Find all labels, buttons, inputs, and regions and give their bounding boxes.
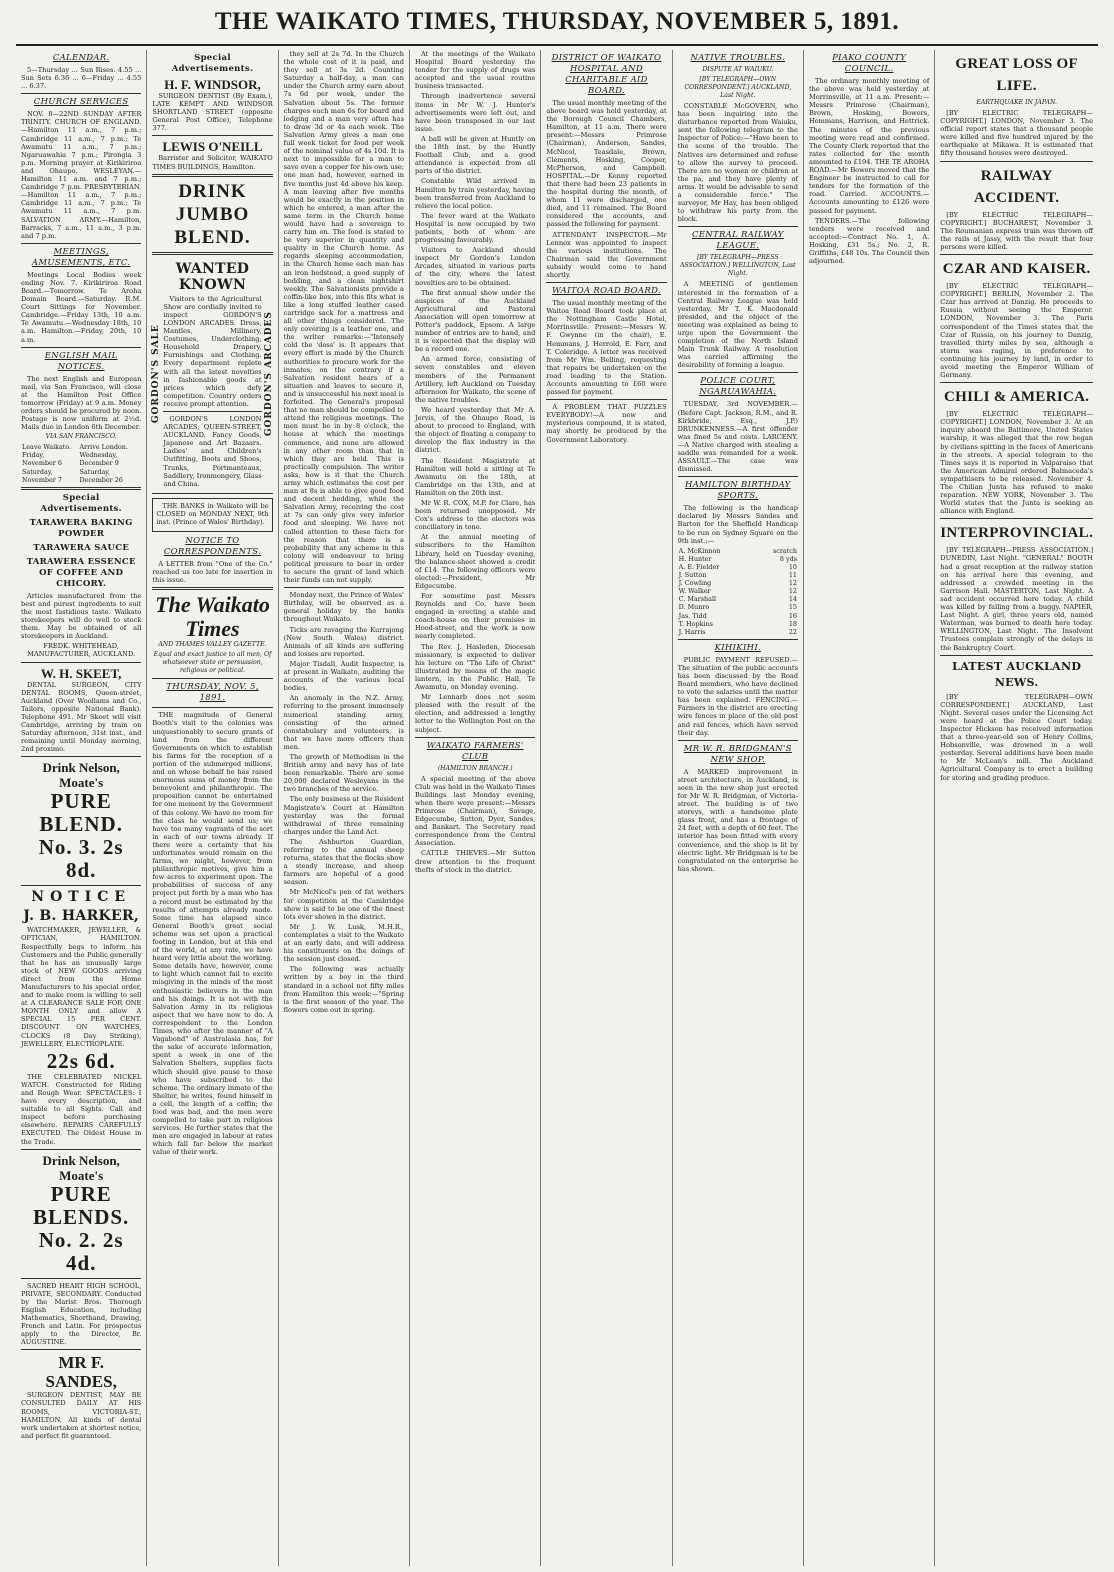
divider — [678, 226, 798, 227]
divider — [940, 161, 1093, 162]
guardian-text: The Ashburton Guardian, referring to the annual sheep returns, states that the flocks show a steady increase, and sheep farmers are hopeful of a good season. — [283, 837, 404, 887]
divider — [21, 243, 141, 244]
annual-show-text: The first annual show under the auspices of the Auckland Agricultural and Pastoral Association will open tomorrow at Potter's paddock, Epsom. A large number of entries are to hand, and it is expected that the display will be a record one. — [414, 288, 536, 354]
table-row — [678, 603, 798, 611]
divider — [678, 476, 798, 477]
hospital-meeting-text: At the meetings of the Waikato Hospital Board yesterday the tender for the supply of drugs was accepted and the usual routine business transacted. — [414, 50, 536, 91]
chili-america-title: CHILI & AMERICA. — [944, 389, 1090, 406]
banks-notice — [152, 498, 272, 532]
problem-text: A PROBLEM THAT PUZZLES EVERYBODY!—A new and mysterious compound, it is stated, may shortly be produced by the Government Laboratory. — [546, 403, 667, 444]
table-row — [678, 563, 798, 571]
column-1 — [16, 50, 147, 1566]
police-court-text: TUESDAY, 3rd NOVEMBER.—(Before Capt. Jackson, R.M., and R. Kirkbride, Esq., J.P.) DRUNKENNESS.—A first offender was fined 5s and costs. LARCENY.—A Native charged with stealing a saddle was remanded for a week. ASSAULT.—The case was dismissed. — [677, 400, 798, 474]
table-row — [678, 547, 798, 555]
divider — [940, 518, 1093, 519]
visitors-text: Visitors to Auckland should inspect Mr Gordon's London Arcades, situated in various parts of the city, where the latest novelties are to be obtained. — [414, 246, 536, 287]
audit-text: Major Tisdall, Audit Inspector, is at present in Waikato, auditing the accounts of the various local bodies. — [283, 659, 404, 693]
divider — [152, 135, 272, 136]
masthead-rule — [16, 44, 1098, 46]
windsor-text: SURGEON DENTIST (By Exam.), LATE KEMPT AND WINDSOR SHORTLAND STREET (opposite General Post Office), Telephone 377. — [152, 92, 273, 133]
hasleden-text: The Rev. J. Hasleden, Diocesan missionary, is expected to deliver his lecture on "The Life of Christ" illustrated by means of the magic lantern, in the Public Hall, Te Awamutu, on Monday evening. — [414, 642, 536, 692]
divider — [21, 885, 141, 886]
runner-handicap: 22 — [788, 627, 797, 636]
correspondents-text: A LETTER from "One of the Co." reached us too late for insertion in this issue. — [152, 560, 273, 585]
native-troubles-text: CONSTABLE McGOVERN, who has been inquiring into the disturbance reported from Waiuku, sent the following telegram to the Inspector of Police:—"Have been to the scene of the trouble. The Natives are determined and refuse to allow the survey to proceed. There are no women or children at the pa, and they have plenty of arms. It would be advisable to send a considerable force." The surveyor, Mr Hay, has been obliged to withdraw his party from the block. — [677, 102, 798, 224]
divider — [152, 493, 272, 494]
divider — [152, 678, 272, 679]
runner-name: J. Cowling — [678, 579, 712, 588]
great-loss-subtitle: EARTHQUAKE IN JAPAN. — [976, 99, 1057, 106]
cattle-thieves-text: CATTLE THIEVES.—Mr Sutton drew attention to the frequent thefts of stock in the district. — [414, 849, 536, 874]
waitoa-road-board-text: The usual monthly meeting of the Waitoa Road Board took place at the Nottingham Castle Hotel, Morrinsville. Present:—Messrs W. F. Gwynne (in the chair), E. Hemmans, J. Herrold, E. Farr, and T. Coleridge. A letter was received from Mr Wm. Belling, requesting that repairs be undertaken on the road leading to the Station. Accounts amounting to £60 were passed for payment. — [546, 299, 667, 397]
gordons-ad-body — [163, 258, 261, 490]
drink-ad-2-line-b: PURE BLENDS. — [33, 1181, 130, 1229]
railway-league-byline: [BY TELEGRAPH—PRESS ASSOCIATION.] WELLINGTON, Last Night. — [679, 254, 796, 278]
police-court-title: POLICE COURT, NGARUAWAHIA. — [699, 376, 777, 398]
church-title: CHURCH SERVICES — [33, 97, 129, 108]
gordons-vertical-left: GORDON'S SALE — [151, 324, 162, 424]
table-row — [678, 587, 798, 595]
hospital-board-text: The usual monthly meeting of the above board was held yesterday, at the Borough Council Chambers, Hamilton, at 11 a.m. There were present:—Messrs Primrose (Chairman), Anderson, Sandes, McNicol, Teasdale, Brown, Clements, Hosking, Cooper, McPherson, and Campbell. HOSPITAL.—Dr Kenny reported that there had been 23 patients in the hospital during the month, of whom 11 were discharged, one died, and 11 remained. The Board considered the accounts, and passed the following for payment. — [546, 99, 667, 229]
runner-name: A. E. Fielder — [678, 562, 720, 571]
price-22s: 22s 6d. — [46, 1048, 116, 1073]
native-troubles-subtitle: DISPUTE AT WAIUKU. — [702, 66, 774, 73]
wanted-known-title: WANTED KNOWN — [175, 260, 250, 293]
mail-text: The next English and European mail, via San Francisco, will close at the Hamilton Post Office tomorrow (Friday) at 9 a.m. Money orders should be procured by noon. Postage is now uniform at 2½d. Mails due in London 6th December. — [21, 374, 142, 432]
divider — [152, 174, 272, 177]
army-text: An anomaly in the N.Z. Army, referring to the present immensely numerical standing army, consisting of the armed constabulary and volunteers, is that we have more officers than men. — [283, 694, 404, 751]
piako-council-title: PIAKO COUNTY COUNCIL. — [832, 53, 907, 74]
sandes-text: SURGEON DENTIST, MAY BE CONSULTED DAILY AT HIS ROOMS, VICTORIA-ST., HAMILTON. All kinds of dental work undertaken at shortest notice, and perfect fit guaranteed. — [21, 1391, 142, 1440]
editorial-date: THURSDAY, NOV. 5, 1891. — [166, 682, 259, 704]
divider — [678, 372, 798, 373]
heard-text: We heard yesterday that Mr A. Jervis, of the Ohaupo Road, is about to proceed to England, with the object of floating a company to develop the flax industry in the district. — [414, 405, 536, 455]
inadvertence-text: Through inadvertence several items in Mr W. J. Hunter's advertisements were left out, and have been transposed in our last issue. — [414, 92, 536, 133]
column-3 — [279, 50, 410, 1566]
mail-table — [21, 443, 141, 483]
drink-ad-1-line-a: Drink Nelson, Moate's — [42, 760, 120, 791]
ticks-text: Ticks are ravaging the Kurrajong (New South Wales) district. Animals of all kinds are suffering and losses are reported. — [283, 625, 404, 658]
table-cell: Leave Waikato. — [22, 443, 72, 452]
divider — [21, 1149, 141, 1150]
column-5 — [541, 50, 672, 1566]
drink-ad-2-line-a: Drink Nelson, Moate's — [42, 1152, 120, 1183]
calendar-text: 5—Thursday ... Sun Rises. 4.55 ... Sun Sets 6.36 ... 6—Friday ... 4.55 ... 6.37. — [21, 66, 142, 91]
divider — [284, 587, 404, 588]
divider — [21, 1278, 141, 1279]
runner-name: H. Hunter — [678, 554, 712, 563]
whitehead-name: FREDK. WHITEHEAD, MANUFACTURER, AUCKLAND. — [27, 642, 136, 659]
harker-text-2: THE CELEBRATED NICKEL WATCH. Constructed for Riding and Rough Wear. SPECTACLES: I have every description, and suitable to all Sights. Call and inspect before purchasing elsewhere. REPAIRS CAREFULLY EXECUTED. The Oldest House in the Trade. — [21, 1072, 142, 1146]
library-meeting-text: At the annual meeting of subscribers to the Hamilton Library, held on Tuesday evening, the balance-sheet showed a credit of £14. The following officers were elected:—President, Mr Edgecumbe. — [414, 533, 536, 590]
harker-name: J. B. HARKER, — [23, 908, 140, 925]
skeet-name: W. H. SKEET, — [40, 665, 122, 681]
railway-accident-text: [BY ELECTRIC TELEGRAPH—COPYRIGHT.] BUCHAREST, November 3. The Roumanian express train was thrown off the rails at Jassy, with the result that four persons were killed. — [940, 210, 1094, 251]
latest-auckland-text: [BY TELEGRAPH—OWN CORRESPONDENT.] AUCKLAND, Last Night. Several cases under the Licensing Act were heard at the Police Court today. Inspector Hickson has received information that a three-year-old son of Henry Collins, Hobsonville, was drowned in a well yesterday. Several additions have been made to Mr McLean's mill. The Auckland Agricultural Company is to erect a building for storing and grading produce. — [940, 692, 1094, 782]
native-troubles-byline: [BY TELEGRAPH—OWN CORRESPONDENT.] AUCKLAND, Last Night. — [684, 76, 792, 99]
railway-league-text: A MEETING of gentlemen interested in the formation of a Central Railway League was held yesterday. Mr T. K. Macdonald presided, and the object of the meeting was explained as being to urge upon the Government the completion of the North Island Main Trunk Railway. A resolution was carried affirming the desirability of forming a league. — [677, 280, 798, 370]
drink-ad-1-line-c: No. 3. 2s 8d. — [38, 835, 124, 883]
arcades-text: GORDON'S LONDON ARCADES, QUEEN-STREET, AUCKLAND. Fancy Goods, Japanese and Art Bazaars. Ladies' and Children's Outfitting, Boots and Shoes, Trunks, Portmanteaux, Saddlery, Ironmongery, Glass and China. — [163, 414, 262, 488]
railway-league-title: CENTRAL RAILWAY LEAGUE. — [691, 230, 784, 252]
armed-force-text: An armed force, consisting of seven constables and eleven members of the Permanent Artillery, left Auckland on Tuesday afternoon for Waikato, the scene of the native troubles. — [414, 355, 536, 404]
correspondents-title: NOTICE TO CORRESPONDENTS. — [163, 536, 262, 558]
wire-text: The following was actually written by a boy in the third standard in a school not fifty miles from Hamilton this week:—"Spring is the first season of the year. The flowers come out in spring. — [283, 965, 404, 1014]
column-6 — [673, 50, 804, 1566]
table-row — [678, 555, 798, 563]
table-row — [678, 595, 798, 603]
runner-handicap: 14 — [788, 595, 797, 604]
tenders-text: TENDERS.—The following tenders were received and accepted:—Contract No. 1, A. Hosking, £31 5s.; No. 2, R. Griffiths, £48 10s. The Council then adjourned. — [808, 216, 930, 266]
drink-ad-1-line-b: PURE BLEND. — [39, 789, 123, 837]
essence-title: TARAWERA ESSENCE OF COFFEE AND CHICORY. — [26, 556, 136, 589]
ball-text: A ball will be given at Huntly on the 18th inst. by the Huntly Football Club, and a good attendance is expected from all parts of the district. — [414, 134, 536, 176]
attendant-inspector-text: ATTENDANT INSPECTOR.—Mr Lennox was appointed to inspect the various institutions. The Chairman said the Government subsidy would come to hand shortly. — [546, 230, 667, 279]
table-cell: Friday, November 6 — [22, 451, 62, 468]
column-7 — [804, 50, 935, 1566]
runner-handicap: 12 — [788, 587, 797, 596]
runner-handicap: 10 — [788, 562, 797, 571]
kihikihi-text: PUBLIC PAYMENT REFUSED.—The situation of the public accounts has been discussed by the Road Board members, who have declined to vote the salaries until the matter has been explained. FENCING.—Farmers in the district are erecting wire fences in place of the old post and rail fences, which have served their day. — [677, 655, 798, 737]
native-troubles-title: NATIVE TROUBLES. — [690, 53, 786, 63]
constable-text: Constable Wild arrived in Hamilton by train yesterday, having been transferred from Auckland to relieve the local police. — [414, 177, 536, 210]
oneill-text: Barrister and Solicitor, WAIKATO TIMES BUILDINGS, Hamilton. — [152, 154, 273, 171]
runner-name: C. Marshall — [678, 595, 717, 604]
divider — [940, 655, 1093, 656]
divider — [21, 487, 141, 490]
mail-title: ENGLISH MAIL NOTICES. — [44, 350, 118, 372]
waitoa-road-board-title: WAITOA ROAD BOARD. — [552, 286, 661, 297]
czar-kaiser-text: [BY ELECTRIC TELEGRAPH—COPYRIGHT.] BERLIN, November 2. The Czar has arrived at Danzig. He proceeds to Russia without seeing the Emperor. LONDON, November 3. The Paris correspondent of the Times states that the Czar of Russia, on his journey to Danzig, travelled thirty miles by sea, although a storm was raging, in preference to continuing his journey by land, in order to avoid meeting the Emperor William of Germany. — [940, 282, 1094, 380]
runner-handicap: scratch — [772, 546, 797, 555]
gordons-ad — [152, 258, 272, 490]
court-text: The only business at the Resident Magistrate's Court at Hamilton yesterday was the formal withdrawal of three remaining charges under the Land Act. — [283, 795, 404, 836]
jumbo-blend-ad: DRINK JUMBO BLEND. — [174, 180, 251, 248]
farmers-club-subtitle: (HAMILTON BRANCH.) — [437, 764, 513, 772]
runner-name: J. Harris — [678, 627, 706, 636]
paper-subtitle: AND THAMES VALLEY GAZETTE. — [158, 641, 267, 649]
table-row — [21, 451, 141, 467]
special-ads-title: Special Advertisements. — [40, 492, 122, 514]
divider — [152, 587, 272, 590]
table-row — [678, 620, 798, 628]
table-row — [678, 579, 798, 587]
table-row — [678, 612, 798, 620]
farmers-club-title: WAIKATO FARMERS' CLUB — [426, 740, 524, 762]
paper-title: The Waikato Times — [155, 592, 270, 642]
table-cell: Wednesday, December 9 — [79, 451, 119, 468]
harker-text: WATCHMAKER, JEWELLER, & OPTICIAN, HAMILTON. Respectfully begs to inform his Customers and the Public generally that he has an unusually large stock of NEW GOODS arriving direct from the Home Manufacturers to his special order, and to make room is willing to sell at A CLEARANCE SALE FOR ONE MONTH ONLY and allow A SPECIAL 15 PER CENT. DISCOUNT ON WATCHES, CLOCKS (8 Day Striking), JEWELLERY, ELECTROPLATE. — [21, 926, 142, 1048]
czar-kaiser-title: CZAR AND KAISER. — [942, 261, 1091, 278]
runner-handicap: 12 — [788, 579, 797, 588]
divider — [152, 252, 272, 255]
divider — [415, 737, 535, 738]
wanted-known-text: Visitors to the Agricultural Show are cordially invited to inspect GORDON'S LONDON ARCADES. Dress, Mantles, Millinery, Costumes, Underclothing, Household Drapery, Furnishings and Clothing. Every department replete with all the latest novelties in fashionable goods at prices which defy competition. Country orders receive prompt attention. — [163, 294, 262, 408]
divider — [21, 756, 141, 757]
divider — [678, 740, 798, 741]
birthday-sports-title: HAMILTON BIRTHDAY SPORTS. — [685, 480, 791, 502]
great-loss-text: [BY ELECTRIC TELEGRAPH—COPYRIGHT.] LONDON, November 3. The official report states that a thousand people were killed and five hundred injured by the earthquake at Mikawa. It is estimated that fifty thousand houses were destroyed. — [940, 109, 1094, 158]
page-columns — [16, 50, 1098, 1566]
great-loss-title: GREAT LOSS OF LIFE. — [955, 56, 1078, 94]
methodism-text: The growth of Methodism in the British army and navy has of late been remarkable. There are some 20,000 declared Wesleyans in the two branches of the service. — [283, 752, 404, 794]
meetings-title: MEETINGS, AMUSEMENTS, ETC. — [31, 246, 131, 268]
column-4 — [410, 50, 541, 1566]
baking-text: Articles manufactured from the best and purest ingredients to suit the most fastidious taste. Waikato storekeepers will do well to stock them. May be obtained of all storekeepers in Auckland. — [21, 591, 142, 641]
divider — [546, 282, 666, 283]
divider — [21, 1349, 141, 1350]
latest-auckland-title: LATEST AUCKLAND NEWS. — [952, 659, 1082, 689]
table-cell: Arrive London. — [79, 443, 128, 452]
clare-text: Mr W. R. COX, M.P. for Clare, has been returned unopposed. Mr Cox's address to the electors was conciliatory in tone. — [414, 498, 536, 532]
editorial-text: THE magnitude of General Booth's visit to the colonies was unquestionably to secure grants of land from the different Governments on which to establish his farms for the reception of a portion of the submerged millions, and on whose behalf he has raised enormous sums of money from the benevolent and philanthropic. The proposition cannot be entertained for one moment by the Government of this colony. We have no room for the class he would send us; we have too many vagrants of the sort in each of our towns already. If there were a certainty that his unfortunates would remain on the farms, we might, however, from philanthropic motives, give him a few acres to experiment upon. The probabilities of success of any project put forth by a man who has a record must be estimated by the results of attempts already made. Some time has elapsed since General Booth's great social scheme was set upon a practical footing in London, but at this end of the world, at any rate, we have heard very little about the working. Some details have, however, come to light which cannot fail to excite misgiving in the minds of the most enthusiastic believers in the man and his doings. It is not with the Salvation Army in its religious aspect that we have now to do. A correspondent to the London Times, who after the manner of "A Vagabond" of Australasia has, for the sake of accurate information, spent a week in one of the Salvation Shelters, supplies facts which should give pause to those who have subscribed to the scheme. The ordinary inmate of the Shelter, he writes, found himself in a cell, the length of a coffin; the food was bad, and the men were compelled to take part in religious services. He further states that the men are engaged in labour at rates which fall far below the market value of their work. — [152, 711, 273, 1157]
divider — [21, 93, 141, 94]
bridgman-title: MR W. R. BRIDGMAN'S NEW SHOP. — [683, 743, 792, 765]
skeet-text: DENTAL SURGEON, CITY DENTAL ROOMS, Queen-street, Auckland (Over Woollams and Co., Tailors, opposite National Bank). Telephone 491. Mr Skeet will visit Cambridge, arriving by train on Saturday afternoon, 31st inst., and remaining until Monday morning, 2nd proximo. — [21, 680, 142, 754]
meetings-text: Meetings Local Bodies week ending Nov. 7. Kirikiriroa Road Board.—Tomorrow. Te Aroha Domain Board.—Saturday. R.M. Court Sittings for November. Cambridge.—Friday 13th, 10 a.m. Te Awamutu.—Wednesday 18th, 10 a.m. Hamilton.—Friday, 20th, 10 a.m. — [21, 270, 142, 344]
notice-title: NOTICE — [31, 889, 132, 906]
sandes-name: MR F. SANDES, — [45, 1353, 117, 1392]
handicap-table — [678, 547, 798, 636]
runner-handicap: 11 — [788, 571, 797, 580]
divider — [21, 347, 141, 348]
baking-powder-title: TARAWERA BAKING POWDER — [29, 517, 133, 539]
sf-title: VIA SAN FRANCISCO. — [45, 433, 117, 441]
pets-text: Mr McNicol's pen of fat wethers for competition at the Cambridge show is said to be one of the finest lots ever shown in the district. — [283, 888, 404, 921]
church-text: NOV. 8—22ND SUNDAY AFTER TRINITY. CHURCH OF ENGLAND.—Hamilton 11 a.m., 7 p.m.; Cambridge 11 a.m., 7 p.m.; Te Awamutu 11 a.m., 7 p.m.; Ngaruawahia 7 p.m.; Pirongia 3 p.m. Morning prayer at Kirikiriroa and Ohaupo. WESLEYAN.—Hamilton 11 a.m. and 7 p.m.; Cambridge 7 p.m. PRESBYTERIAN.—Hamilton 11 a.m., 7 p.m.; Cambridge 11 a.m., 7 p.m.; Te Awamutu 11 a.m., 7 p.m. SALVATION ARMY.—Hamilton, Barracks, 7 a.m., 11 a.m., 3 p.m. and 7 p.m. — [21, 110, 142, 240]
chili-america-text: [BY ELECTRIC TELEGRAPH—COPYRIGHT.] LONDON, November 3. At an inquiry aboard the Baltimore, United States warship, it was alleged that the row began by civilians spitting in the faces of Americans in the streets. A special telegram to the Times says it is reported in Valparaiso that the American Admiral ordered Balmaceda's sympathisers to be released. November 4. The Chilian Junta has refused to make reparation. NEW YORK, November 3. The World states that the Junta is seeking an alliance with England. — [940, 410, 1094, 516]
oneill-name: LEWIS O'NEILL — [162, 139, 263, 155]
calendar-title: CALENDAR. — [52, 53, 110, 63]
railway-accident-title: RAILWAY ACCIDENT. — [973, 167, 1060, 206]
lennarb-text: Mr Lennarb does not seem pleased with the result of the election, and addressed a lengthy letter to the Wellington Post on the subject. — [414, 693, 536, 734]
runner-name: T. Hopkins — [678, 619, 713, 628]
farmers-club-text: A special meeting of the above Club was held in the Waikato Times Buildings last Monday evening, when there were present:—Messrs Primrose (Chairman), Savage, Edgecumbe, Sutton, Dyer, Sandes, and Bankart. The Secretary read correspondence from the Central Association. — [414, 774, 536, 848]
divider — [940, 382, 1093, 383]
fever-ward-text: The fever ward at the Waikato Hospital is now occupied by two patients, both of whom are progressing favourably. — [414, 211, 536, 245]
runner-handicap: 18 — [788, 619, 797, 628]
special-ads-header: Special Advertisements. — [171, 53, 254, 74]
runner-name: Jas. Tidd — [678, 611, 707, 620]
column-2 — [147, 50, 278, 1566]
birthday-sports-intro: The following is the handicap declared by Messrs Sandes and Barton for the Sheffield Handicap to be run on Sydney Square on the 9th inst.:— — [677, 504, 798, 545]
divider — [21, 662, 141, 663]
table-row — [678, 628, 798, 636]
bridgman-text: A MARKED improvement in street architecture, in Auckland, is seen in the new shop just erected for Mr W. R. Bridgman, of Victoria-street. The building is of two storeys, with a handsome plate glass front, and has a frontage of 24 feet, with a depth of 60 feet. The interior has been fitted with every convenience, and the shop is lit by electric light. Mr Bridgman is to be congratulated on the enterprise he has shown. — [677, 767, 798, 873]
column-8 — [935, 50, 1098, 1566]
divider — [163, 411, 261, 412]
paper-motto: Equal and exact justice to all men, Of whatsoever state or persuasion, religious or political. — [153, 651, 272, 675]
table-cell: Saturday, November 7 — [22, 467, 62, 484]
school-text: SACRED HEART HIGH SCHOOL, PRIVATE, SECONDARY. Conducted by the Marist Bros. Thorough English Education, including Mathematics, Shorthand, Drawing, French and Latin. For prospectus apply to the Director, Br. AUGUSTINE. — [21, 1281, 142, 1347]
hospital-board-title: DISTRICT OF WAIKATO HOSPITAL AND CHARITABLE AID BOARD. — [551, 53, 662, 96]
table-row — [21, 468, 141, 484]
table-row — [678, 571, 798, 579]
runner-name: W. Walker — [678, 587, 711, 596]
masthead: THE WAIKATO TIMES, THURSDAY, NOVEMBER 5, 1891. — [214, 8, 900, 35]
runner-name: A. McKinnon — [678, 546, 721, 555]
reynolds-text: For sometime past Messrs Reynolds and Co. have been engaged in erecting a stable and coach-house on their premises in Hood-street, and the work is now nearly completed. — [414, 592, 536, 641]
divider — [678, 639, 798, 640]
runner-name: J. Sutton — [678, 571, 707, 580]
kihikihi-title: KIHIKIHI. — [714, 642, 761, 653]
gordons-vertical-right: GORDON'S ARCADES — [263, 311, 274, 437]
runner-handicap: 15 — [788, 603, 797, 612]
windsor-name: H. F. WINDSOR, — [164, 77, 261, 92]
lusk-text: Mr J. W. Lusk, M.H.R., contemplates a visit to the Waikato at an early date, and will address his constituents on the doings of the session just closed. — [283, 922, 404, 964]
interprovincial-text: [BY TELEGRAPH—PRESS ASSOCIATION.] DUNEDIN, Last Night. "GENERAL" BOOTH had a great reception at the railway station on his arrival here this evening, and addressed a crowded meeting in the Garrison Hall. MASTERTON, Last Night. A sad accident occurred here today. A child was killed by falling from a buggy. NAPIER, Last Night. A girl, three years old, named Waterman, was burned to death here today. WELLINGTON, Last Night. The Insolvent Trustees complain strongly of the delays in the Bankruptcy Court. — [940, 546, 1094, 652]
table-cell: Saturday, December 26 — [79, 467, 123, 484]
table-row — [21, 443, 141, 451]
drink-ad-2-line-c: No. 2. 2s 4d. — [38, 1227, 124, 1275]
divider — [940, 254, 1093, 255]
editorial-continued: they sell at 2s 7d. In the Church the whole cost of it is paid, and they sell at 3s 2d. Counting Saturday a half-day, a man can under the Church army earn about 7s 6d per week, under the Salvation about 5s. The former charges each man 6s for board and lodging and a man very often has to draw 3d or 4s each week. The Salvation Army gives a man one full week ticket for food per week of the nominal value of 4s 10d. It is next to impossible for a man to save even a copper for his own use; one man had, however, earned in five months just 4d above his keep. A man leaving after five months would be exactly in the position in which he entered, a man after the same term in the Church home would have had a sovereign to carry him on. The food is stated to be very superior in quantity and quality in the Church home. As regards sleeping accommodation, in the Church home each man has an iron bedstead, a good supply of bedding, and a clean nightshirt weekly. The Salvationists provide a coffin-like box, into this fits what is like a long stuffed leather cased cartridge sack for a mattress and all other things considered. The only covering is a leather one, and the writer remarks:—"Intensely cold the 'doss' is. It appears that every effort is made by the Church authorities to procure work for the inmates; on the contrary if a Salvation resident hears of a situation and leaves to secure it, and is unsuccessful his next meal is forfeited. The General's proposal that no man should be compelled to attend the religious meetings. The men must be in by 8 o'clock, the house at which the meetings commence, and none are allowed in any other room than that in which they are held. This is practically compulsion. The writer asks, how is it that the Church army which estimates the cost per man at 8s is able to give good food and decent bedding, while the Salvation Army, receiving the cost at 7s can only give very inferior food and sleeping. We have not called attention to these facts for the reason that there is a probability that any scheme in this colony will endeavour to bring political pressure to bear in order to secure the grant of land which their funds can not supply. — [283, 50, 404, 585]
runner-handicap: 8 yds — [779, 554, 797, 563]
piako-council-text: The ordinary monthly meeting of the above was held yesterday at Morrinsville, at 11 a.m. Present:—Messrs Primrose (Chairman), Brown, Hosking, Bowers, Hemmans, Harrison, and Hettrick. The minutes of the previous meeting were read and confirmed. The County Clerk reported that the rates collected for the month amounted to £194. THE TE AROHA ROAD.—Mr Bowers moved that the Engineer be instructed to call for tenders for the formation of the road. Carried. ACCOUNTS.—Accounts amounting to £126 were passed for payment. — [808, 77, 930, 215]
resident-magistrate-text: The Resident Magistrate at Hamilton will hold a sitting at Te Awamutu on the 18th, at Cambridge on the 13th, and at Hamilton on the 20th inst. — [414, 456, 536, 497]
monday-holiday-text: Monday next, the Prince of Wales' Birthday, will be observed as a general holiday by the banks throughout Waikato. — [283, 591, 404, 624]
runner-name: D. Munro — [678, 603, 710, 612]
runner-handicap: 16 — [788, 611, 797, 620]
divider — [152, 707, 272, 708]
interprovincial-title: INTERPROVINCIAL. — [940, 525, 1094, 542]
banks-text: THE BANKS in Waikato will be CLOSED on MONDAY NEXT, 9th inst. (Prince of Wales' Birthday). — [156, 501, 269, 526]
sauce-title: TARAWERA SAUCE — [33, 542, 130, 553]
divider — [546, 399, 666, 400]
